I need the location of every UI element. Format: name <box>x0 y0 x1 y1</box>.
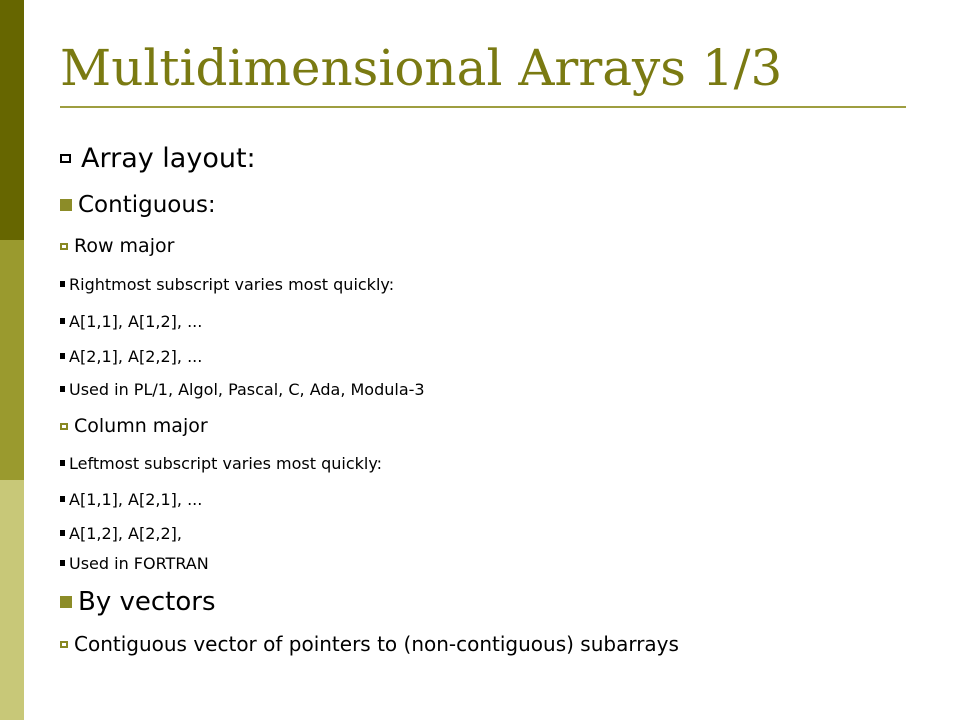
solid-square-bullet-icon <box>60 560 65 566</box>
bullet-text: Array layout: <box>81 142 256 174</box>
sidebar-decoration <box>0 0 24 720</box>
bullet-text: A[1,1], A[1,2], ... <box>69 311 203 331</box>
hollow-square-bullet-icon <box>60 641 68 648</box>
hollow-square-bullet-icon <box>60 154 71 163</box>
bullet-text: A[1,2], A[2,2], <box>69 523 183 543</box>
hollow-square-bullet-icon <box>60 423 68 430</box>
solid-square-bullet-icon <box>60 353 65 359</box>
solid-square-bullet-icon <box>60 281 65 287</box>
solid-square-bullet-icon <box>60 496 65 502</box>
bullet-text: Rightmost subscript varies most quickly: <box>69 274 395 294</box>
sidebar-band-top <box>0 0 24 240</box>
bullet-row-seq-1 <box>60 307 202 335</box>
solid-square-bullet-icon <box>60 596 72 608</box>
bullet-text: Column major <box>74 415 208 437</box>
solid-square-bullet-icon <box>60 318 65 324</box>
bullet-row-used-in <box>60 375 425 403</box>
bullet-row-seq-2 <box>60 342 202 370</box>
bullet-array-layout <box>60 138 256 178</box>
bullet-text: Leftmost subscript varies most quickly: <box>69 453 383 473</box>
bullet-vectors-desc <box>60 630 679 658</box>
bullet-row-major <box>60 232 174 260</box>
bullet-text: Used in PL/1, Algol, Pascal, C, Ada, Modula-3 <box>69 379 425 399</box>
bullet-contiguous <box>60 188 216 222</box>
bullet-leftmost <box>60 451 382 475</box>
slide-title: Multidimensional Arrays 1/3 <box>60 39 783 97</box>
bullet-rightmost <box>60 272 394 296</box>
bullet-by-vectors <box>60 584 216 620</box>
slide-content <box>60 0 940 720</box>
bullet-col-seq-2 <box>60 519 182 547</box>
bullet-col-seq-1 <box>60 485 202 513</box>
hollow-square-bullet-icon <box>60 243 68 250</box>
bullet-text: By vectors <box>78 587 216 617</box>
bullet-column-major <box>60 412 208 440</box>
bullet-text: Contiguous vector of pointers to (non-contiguous) subarrays <box>74 632 679 656</box>
bullet-text: Used in FORTRAN <box>69 553 209 573</box>
solid-square-bullet-icon <box>60 199 72 211</box>
solid-square-bullet-icon <box>60 530 65 536</box>
sidebar-band-bottom <box>0 480 24 720</box>
sidebar-band-middle <box>0 240 24 480</box>
bullet-text: Row major <box>74 235 175 257</box>
bullet-text: A[1,1], A[2,1], ... <box>69 489 203 509</box>
solid-square-bullet-icon <box>60 460 65 466</box>
bullet-text: Contiguous: <box>78 192 216 218</box>
solid-square-bullet-icon <box>60 386 65 392</box>
bullet-text: A[2,1], A[2,2], ... <box>69 346 203 366</box>
bullet-col-used-in <box>60 551 209 575</box>
